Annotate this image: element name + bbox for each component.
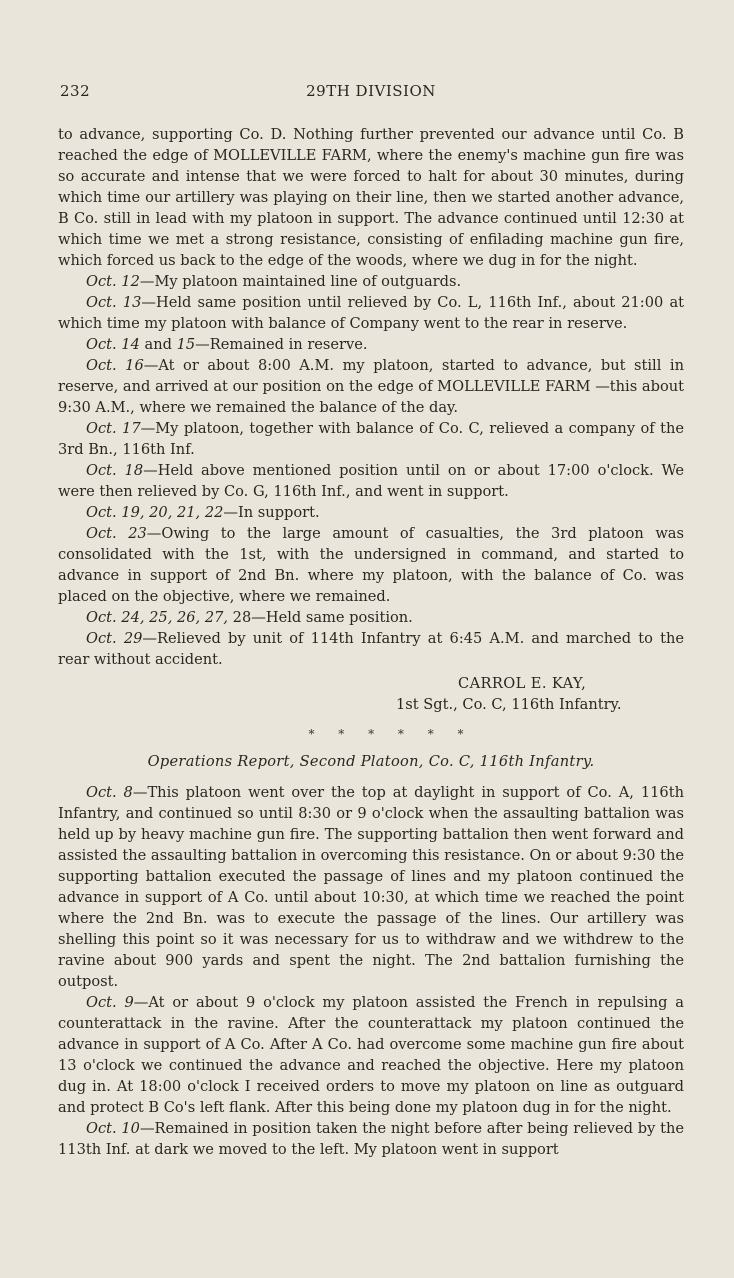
entry-oct-10: [58, 1118, 684, 1160]
entry-text: —My platoon maintained line of outguards.: [139, 273, 462, 290]
running-title: 29TH DIVISION: [306, 82, 436, 100]
section-separator: * * * * * *: [308, 727, 474, 741]
entry-oct-29: [58, 628, 684, 670]
signature-name: CARROL E. KAY,: [458, 675, 587, 692]
page-header: [58, 82, 684, 108]
entry-oct-24-28: [58, 607, 684, 628]
entry-date: Oct. 14: [86, 336, 140, 353]
entry-date: Oct. 8: [86, 784, 133, 801]
entry-text: —At or about 9 o'clock my platoon assisted the French in repulsing a counterattack in the ravine. After the counterattack my platoon continued the advance in support of A Co. After A Co. had overcome some machine gun fire about 13 o'clock we continued the advance and reached the objective. Here my platoon dug in. At 18:00 o'clock I received orders to move my platoon on line as outguard and protect B Co's left flank. After this being done my platoon dug in for the night.: [58, 994, 685, 1116]
signature-title: 1st Sgt., Co. C, 116th Infantry.: [396, 696, 622, 713]
entry-text: —Held above mentioned position until on or about 17:00 o'clock. We were then relieved by Co. G, 116th Inf., and went in support.: [58, 462, 684, 500]
entry-date: Oct. 9: [86, 994, 134, 1011]
entry-text: —My platoon, together with balance of Co. C, relieved a company of the 3rd Bn., 116th Inf.: [58, 420, 684, 458]
signature-block: [58, 673, 684, 715]
entry-date: Oct. 29: [86, 630, 143, 647]
entry-date: Oct. 17: [86, 420, 141, 437]
entry-oct-23: [58, 523, 684, 607]
entry-text: —This platoon went over the top at daylight in support of Co. A, 116th Infantry, and continued so until 8:30 or 9 o'clock when the assaulting battalion was held up by heavy machine gun fire. The supporting battalion then went forward and assisted the assaulting battalion in overcoming this resistance. On or about 9:30 the supporting battalion executed the passage of lines and my platoon continued the advance in support of A Co. until about 10:30, at which time we reached the point where the 2nd Bn. was to execute the passage of the lines. Our artillery was shelling this point so it was necessary for us to withdraw and we withdrew to the ravine about 900 yards and spent the night. The 2nd battalion furnishing the outpost.: [58, 784, 684, 990]
entry-date: Oct. 23: [86, 525, 147, 542]
section-title: Operations Report, Second Platoon, Co. C, 116th Infantry.: [147, 753, 595, 770]
entry-date: 15: [176, 336, 196, 353]
entry-text: —Relieved by unit of 114th Infantry at 6:45 A.M. and marched to the rear without accident.: [58, 630, 684, 668]
entry-text: —Held same position until relieved by Co. L, 116th Inf., about 21:00 at which time my platoon with balance of Company went to the rear in reserve.: [58, 294, 685, 332]
entry-oct-9: [58, 992, 684, 1118]
entry-text: 28—Held same position.: [228, 609, 413, 626]
entry-date: Oct. 24, 25, 26, 27,: [86, 609, 229, 626]
body-text-section-2: [58, 782, 684, 1160]
entry-text: —In support.: [223, 504, 320, 521]
entry-date: Oct. 19, 20, 21, 22: [86, 504, 224, 521]
entry-oct-14-15: [58, 334, 684, 355]
entry-text: —Owing to the large amount of casualties, the 3rd platoon was consolidated with the 1st, with the undersigned in command, and started to advance in support of 2nd Bn. where my platoon, with the balance of Co. was placed on the objective, where we remained.: [58, 525, 684, 605]
body-text: [58, 124, 684, 670]
entry-text: —Remained in position taken the night before after being relieved by the 113th Inf. at dark we moved to the left. My platoon went in support: [58, 1120, 684, 1158]
entry-oct-18: [58, 460, 684, 502]
page-number: 232: [60, 82, 91, 100]
entry-date: Oct. 10: [86, 1120, 140, 1137]
entry-oct-8: [58, 782, 684, 992]
continuation-paragraph: to advance, supporting Co. D. Nothing further prevented our advance until Co. B reached the edge of MOLLEVILLE FARM, where the enemy's machine gun fire was so accurate and intense that we were forced to halt for about 30 minutes, during which time our artillery was playing on their line, then we started another advance, B Co. still in lead with my platoon in support. The advance continued until 12:30 at which time we met a strong resistance, consisting of enfilading machine gun fire, which forced us back to the edge of the woods, where we dug in for the night.: [58, 126, 684, 269]
entry-oct-17: [58, 418, 684, 460]
entry-oct-12: [58, 271, 684, 292]
entry-conjunction: and: [139, 336, 177, 353]
entry-date: Oct. 12: [86, 273, 140, 290]
entry-text: —At or about 8:00 A.M. my platoon, started to advance, but still in reserve, and arrived at our position on the edge of MOLLEVILLE FARM —this about 9:30 A.M., where we remained the balance of the day.: [58, 357, 684, 416]
entry-date: Oct. 13: [86, 294, 142, 311]
entry-oct-19-22: [58, 502, 684, 523]
entry-date: Oct. 18: [86, 462, 144, 479]
entry-text: —Remained in reserve.: [195, 336, 368, 353]
entry-oct-13: [58, 292, 684, 334]
entry-oct-16: [58, 355, 684, 418]
entry-date: Oct. 16: [86, 357, 144, 374]
